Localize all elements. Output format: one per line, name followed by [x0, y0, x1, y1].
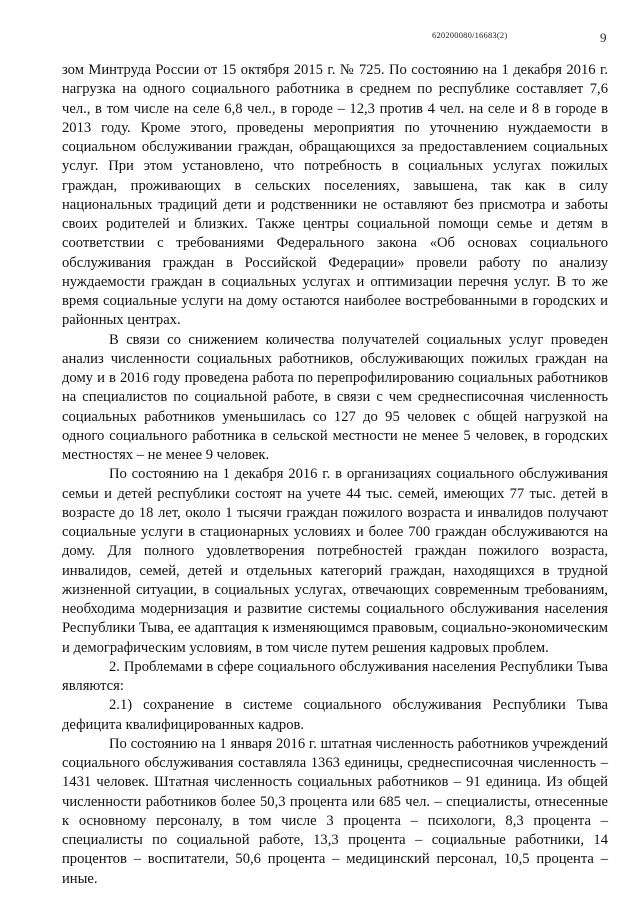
paragraph-continuation: зом Минтруда России от 15 октября 2015 г. № 725. По состоянию на 1 декабря 2016 г. нагрузка на одного социального работника в среднем по республике составляет 7,6 чел., в том числе на селе 6,8 чел., в городе – 12,3 против 4 чел. на селе и 8 в городе в 2013 году. Кроме этого, проведены мероприятия по уточнению нуждаемости в социальном обслуживании граждан, обращающихся за предоставлением социальных услуг. При этом установлено, что потребность в социальных услугах пожилых граждан, проживающих в сельских поселениях, завышена, так как в силу национальных традиций дети и родственники не оставляют без присмотра и заботы своих родителей и близких. Также центры социальной помощи семье и детям в соответствии с требованиями Федерального закона «Об основах социального обслуживания граждан в Российской Федерации» провели работу по анализу нуждаемости граждан в социальных услугах и оптимизации перечня услуг. В то же время социальные услуги на дому остаются наиболее востребованными в городских и районных центрах. — [62, 62, 608, 329]
document-body — [62, 61, 608, 889]
paragraph: В связи со снижением количества получателей социальных услуг проведен анализ численности социальных работников, обслуживающих пожилых граждан на дому и в 2016 году проведена работа по перепрофилированию социальных работников на специалистов по социальной работе, в связи с чем среднесписочная численность социальных работников уменьшилась со 127 до 95 человек с общей нагрузкой на одного социального работника в сельской местности не менее 5 человек, в городских местностях – не менее 9 человек. — [62, 331, 608, 463]
section-heading: 2. Проблемами в сфере социального обслуживания населения Республики Тыва являются: — [62, 658, 608, 694]
paragraph: По состоянию на 1 декабря 2016 г. в организациях социального обслуживания семьи и детей республики состоят на учете 44 тыс. семей, имеющих 77 тыс. детей в возрасте до 18 лет, около 1 тысячи граждан пожилого возраста и инвалидов получают социальные услуги в стационарных условиях и более 700 граждан обслуживаются на дому. Для полного удовлетворения потребностей граждан пожилого возраста, инвалидов, семей, детей и отдельных категорий граждан, находящихся в трудной жизненной ситуации, в социальных услугах, отвечающих современным требованиям, необходима модернизация и развитие системы социального обслуживания населения Республики Тыва, ее адаптация к изменяющимся правовым, социально-экономическим и демографическим условиям, в том числе путем решения кадровых проблем. — [62, 466, 608, 656]
page-number: 9 — [600, 30, 607, 45]
subsection-item: 2.1) сохранение в системе социального обслуживания Республики Тыва дефицита квалифицированных кадров. — [62, 697, 608, 733]
document-id: 620200080/16683(2) — [432, 30, 508, 40]
paragraph: По состоянию на 1 января 2016 г. штатная численность работников учреждений социального обслуживания составляла 1363 единицы, среднесписочная численность – 1431 человек. Штатная численность социальных работников – 91 единица. Из общей численности работников более 50,3 процента или 685 чел. – специалисты, отнесенные к основному персоналу, в том числе 3 процента – психологи, 8,3 процента – специалисты по социальной работе, 13,3 процента – социальные работники, 14 процентов – воспитатели, 50,6 процента – медицинский персонал, 10,5 процента – иные. — [62, 735, 608, 887]
